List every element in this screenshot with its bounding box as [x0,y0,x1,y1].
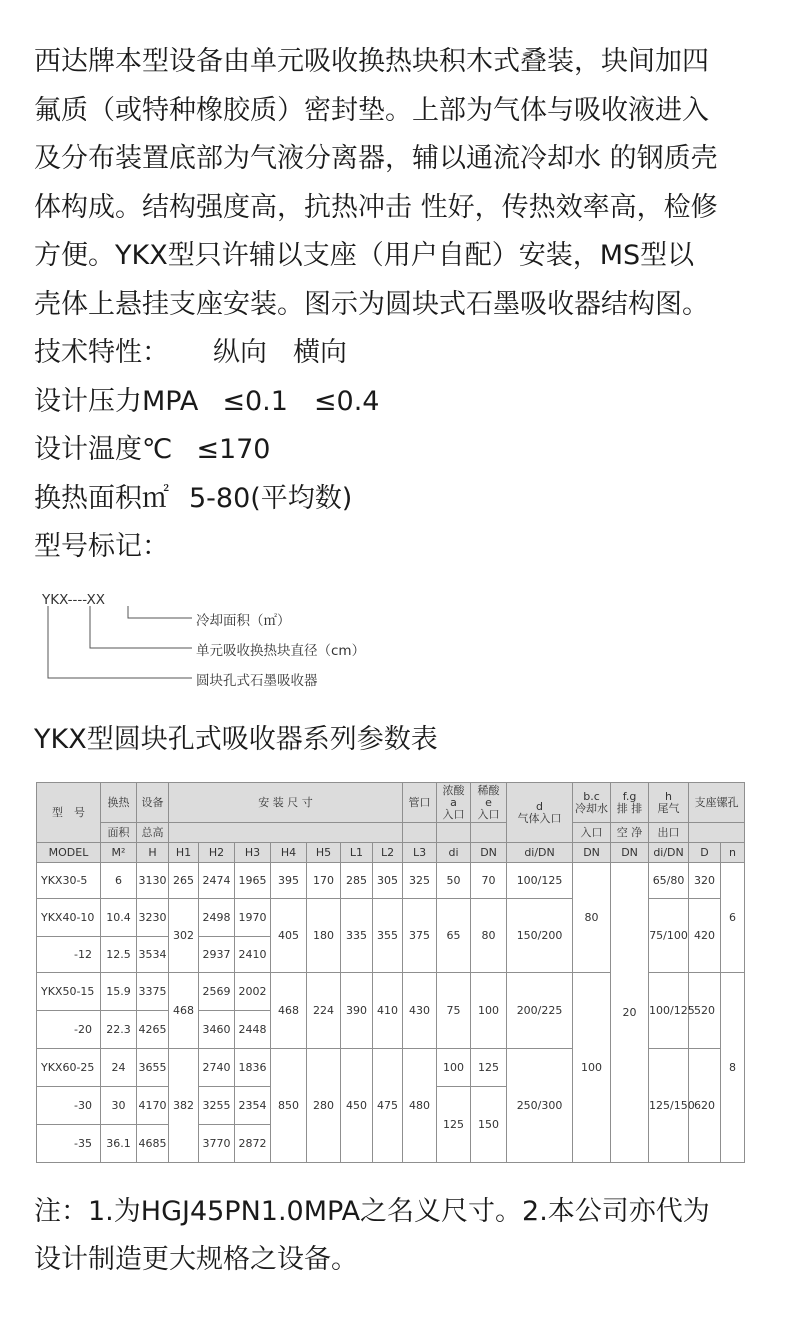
cell-model: -20 [37,1011,101,1049]
hdr-height-top: 设备 [137,783,169,823]
cell-height: 3534 [137,937,169,973]
spec-col-horizontal: 横向 [293,337,347,368]
cell-d: 150/200 [507,899,573,973]
marking-item-type: 圆块孔式石墨吸收器 [196,673,318,689]
hdr-conc-letter: a [450,795,457,809]
intro-line: 西达牌本型设备由单元吸收换热块积木式叠装，块间加四 [34,46,709,77]
cell-area: 15.9 [101,973,137,1011]
spec-temperature [34,426,764,475]
intro-line: 及分布装置底部为气液分离器，辅以通流冷却水 的钢质壳 [34,143,718,174]
cell-d: 250/300 [507,1049,573,1163]
cell-l2: 475 [373,1049,403,1163]
cell-h3: 1970 [235,899,271,937]
cell-area: 6 [101,863,137,899]
cell-a: 65 [437,899,471,973]
cell-a: 125 [437,1087,471,1163]
cell-h: 65/80 [649,863,689,899]
hdr-drain [611,783,649,823]
cell-d: 100/125 [507,863,573,899]
hdr-conc-unit: di [437,843,471,863]
hdr-drain-label: 排 排 [616,801,643,815]
hdr-dil-blank [471,823,507,843]
cell-a: 75 [437,973,471,1049]
cell-e: 80 [471,899,507,973]
hdr-tail-label: 尾气 [657,801,680,815]
cell-l3: 480 [403,1049,437,1163]
cell-d: 200/225 [507,973,573,1049]
cell-h1: 302 [169,899,199,973]
cell-h3: 1965 [235,863,271,899]
hdr-pipe: 管口 [403,783,437,823]
marking-leader-type [48,606,192,678]
note-line: 注：1.为HGJ45PN1.0MPA之名义尺寸。2.本公司亦代为 [34,1196,710,1227]
hdr-conc-inlet: 入口 [442,807,465,821]
cell-l2: 355 [373,899,403,973]
cell-l1: 450 [341,1049,373,1163]
spec-pressure [34,378,764,427]
cell-height: 4170 [137,1087,169,1125]
hdr-area-mid: 面积 [101,823,137,843]
cell-model: YKX60-25 [37,1049,101,1087]
cell-h2: 3460 [199,1011,235,1049]
hdr-gas-label: 气体入口 [517,811,562,825]
cell-bc-group2: 100 [573,973,611,1163]
cell-D: 520 [689,973,721,1049]
hdr-gas-letter: d [536,799,544,813]
hdr-install: 安 装 尺 寸 [169,783,403,823]
hdr-tail [649,783,689,823]
cell-l2: 410 [373,973,403,1049]
cell-height: 3375 [137,973,169,1011]
hdr-tail-unit: di/DN [649,843,689,863]
cell-D: 620 [689,1049,721,1163]
spec-col-vertical: 纵向 [213,337,267,368]
hdr-dil-top: 稀酸 [477,783,500,797]
cell-h1: 468 [169,973,199,1049]
hdr-area-unit: M² [101,843,137,863]
intro-line: 壳体上悬挂支座安装。图示为圆块式石墨吸收器结构图。 [34,288,709,320]
marking-leader-diameter [90,606,192,648]
hdr-tail-sub: 出口 [649,823,689,843]
cell-area: 24 [101,1049,137,1087]
hdr-area-top: 换热 [101,783,137,823]
spec-value-horizontal: ≤0.4 [313,385,380,417]
cell-model: -12 [37,937,101,973]
cell-l1: 285 [341,863,373,899]
hdr-support-blank [689,823,745,843]
marking-leader-area [128,606,192,618]
hdr-tail-letter: h [665,789,673,803]
cell-h: 75/100 [649,899,689,973]
cell-e: 100 [471,973,507,1049]
spec-header [34,329,764,378]
cell-h2: 2498 [199,899,235,937]
cell-h3: 2410 [235,937,271,973]
intro-line: 体构成。结构强度高，抗热冲击 性好，传热效率高，检修 [34,191,718,223]
hdr-cool-inlet: 入口 [573,823,611,843]
cell-h: 125/150 [649,1049,689,1163]
hdr-conc [437,783,471,823]
cell-model: YKX50-15 [37,973,101,1011]
cell-model: -30 [37,1087,101,1125]
cell-D: 320 [689,863,721,899]
hdr-model-en: MODEL [37,843,101,863]
header-row-1 [37,783,745,823]
cell-l3: 430 [403,973,437,1049]
parameter-table-wrap [36,782,744,1162]
hdr-dim-h3: H3 [235,843,271,863]
parameter-table [36,782,745,1163]
hdr-install-blank [169,823,403,843]
table-row [37,863,745,899]
hdr-pipe-blank [403,823,437,843]
cell-h5: 180 [307,899,341,973]
cell-height: 3655 [137,1049,169,1087]
cell-h2: 2740 [199,1049,235,1087]
cell-model: YKX40-10 [37,899,101,937]
intro-line: 方便。YKX型只许辅以支座（用户自配）安装，MS型以 [34,240,695,271]
spec-area [34,475,764,524]
cell-h3: 1836 [235,1049,271,1087]
hdr-dim-h2: H2 [199,843,235,863]
hdr-drain-sub: 空 净 [611,823,649,843]
cell-h1: 265 [169,863,199,899]
cell-l1: 335 [341,899,373,973]
hdr-drain-letter: f.g [622,789,637,803]
cell-h2: 3255 [199,1087,235,1125]
cell-h4: 405 [271,899,307,973]
intro-section [34,38,764,572]
cell-h3: 2872 [235,1125,271,1163]
cell-h3: 2448 [235,1011,271,1049]
cell-area: 12.5 [101,937,137,973]
cell-h3: 2354 [235,1087,271,1125]
marking-code: YKX----XX [42,592,105,608]
spec-value-vertical: ≤170 [196,434,271,465]
cell-area: 22.3 [101,1011,137,1049]
hdr-dil-letter: e [485,795,492,809]
intro-line: 氟质（或特种橡胶质）密封垫。上部为气体与吸收液进入 [34,94,709,126]
hdr-support-n: n [721,843,745,863]
hdr-drain-unit: DN [611,843,649,863]
hdr-cool [573,783,611,823]
hdr-gas [507,783,573,843]
header-row-2 [37,823,745,843]
header-row-3 [37,843,745,863]
notes-section [34,1188,764,1284]
hdr-dim-h4: H4 [271,843,307,863]
cell-h4: 850 [271,1049,307,1163]
hdr-dim-h5: H5 [307,843,341,863]
spec-label: 换热面积㎡ [34,482,169,514]
cell-h5: 224 [307,973,341,1049]
cell-height: 4685 [137,1125,169,1163]
cell-bc-group1: 80 [573,863,611,973]
hdr-height-unit: H [137,843,169,863]
hdr-conc-top: 浓酸 [442,783,465,797]
cell-l3: 375 [403,899,437,973]
cell-a: 50 [437,863,471,899]
spec-header-label: 技术特性： [34,337,169,368]
cell-h2: 2569 [199,973,235,1011]
cell-h2: 2937 [199,937,235,973]
hdr-dil [471,783,507,823]
spec-label: 设计压力MPA [34,385,199,417]
hdr-dim-h1: H1 [169,843,199,863]
cell-h5: 170 [307,863,341,899]
hdr-dim-l3: L3 [403,843,437,863]
hdr-support: 支座镙孔 [689,783,745,823]
cell-e: 125 [471,1049,507,1087]
cell-l3: 325 [403,863,437,899]
cell-n-group2: 8 [721,973,745,1163]
spec-value-vertical: ≤0.1 [222,385,288,417]
hdr-support-d: D [689,843,721,863]
spec-label: 设计温度℃ [34,434,173,465]
cell-height: 4265 [137,1011,169,1049]
note-line: 设计制造更大规格之设备。 [34,1244,358,1275]
cell-e: 150 [471,1087,507,1163]
hdr-dil-unit: DN [471,843,507,863]
model-marking-diagram [40,592,420,692]
cell-model: YKX30-5 [37,863,101,899]
cell-n-group1: 6 [721,863,745,973]
cell-h: 100/125 [649,973,689,1049]
cell-area: 30 [101,1087,137,1125]
cell-l1: 390 [341,973,373,1049]
hdr-model: 型 号 [37,783,101,843]
hdr-height-mid: 总高 [137,823,169,843]
cell-e: 70 [471,863,507,899]
cell-l2: 305 [373,863,403,899]
cell-h5: 280 [307,1049,341,1163]
hdr-gas-unit: di/DN [507,843,573,863]
hdr-cool-label: 冷却水 [575,801,609,815]
hdr-conc-blank [437,823,471,843]
cell-h2: 2474 [199,863,235,899]
cell-h3: 2002 [235,973,271,1011]
cell-h2: 3770 [199,1125,235,1163]
cell-height: 3130 [137,863,169,899]
cell-a: 100 [437,1049,471,1087]
cell-h4: 468 [271,973,307,1049]
hdr-cool-letter: b.c [583,789,600,803]
marking-label: 型号标记： [34,531,169,562]
hdr-dim-l2: L2 [373,843,403,863]
cell-height: 3230 [137,899,169,937]
hdr-dil-inlet: 入口 [477,807,500,821]
table-title: YKX型圆块孔式吸收器系列参数表 [34,724,438,755]
marking-item-area: 冷却面积（㎡） [196,613,291,629]
cell-area: 10.4 [101,899,137,937]
cell-h1: 382 [169,1049,199,1163]
cell-fg-all: 20 [611,863,649,1163]
cell-D: 420 [689,899,721,973]
hdr-cool-unit: DN [573,843,611,863]
cell-area: 36.1 [101,1125,137,1163]
cell-h4: 395 [271,863,307,899]
cell-model: -35 [37,1125,101,1163]
hdr-dim-l1: L1 [341,843,373,863]
marking-item-diameter: 单元吸收换热块直径（cm） [196,643,366,659]
spec-value-vertical: 5-80(平均数) [189,482,353,514]
